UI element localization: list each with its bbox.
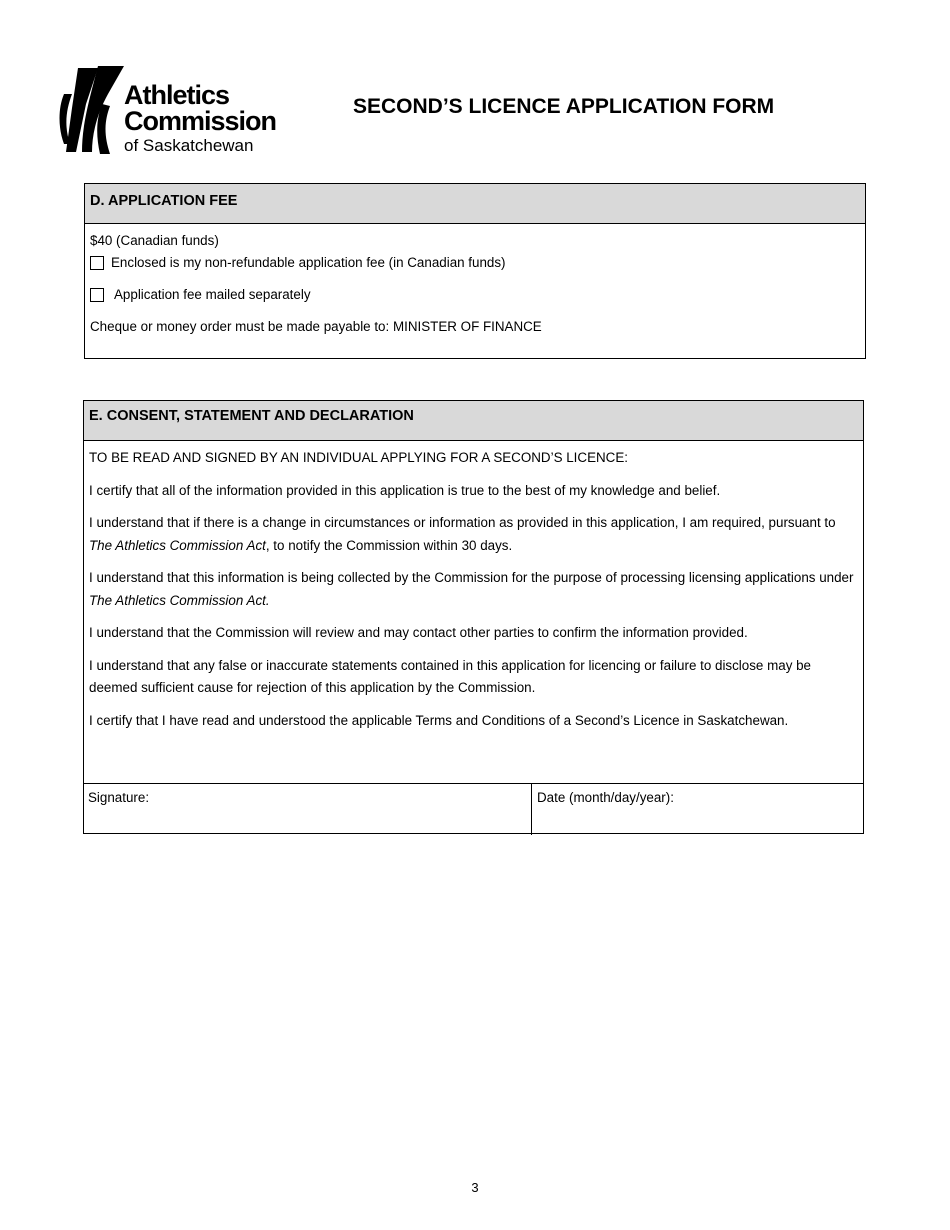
- declaration-statement-2: I understand that if there is a change in circumstances or information as provided in this application, I am required, pursuant to The Athletics Commission Act, to notify the Commission within 30 days.: [89, 515, 836, 553]
- logo-line-saskatchewan: of Saskatchewan: [124, 136, 254, 155]
- logo-line-commission: Commission: [124, 106, 277, 136]
- signature-row: [83, 783, 864, 835]
- declaration-statement-1: I certify that all of the information provided in this application is true to the best of my knowledge and belief.: [89, 482, 721, 498]
- consent-declaration-heading: E. CONSENT, STATEMENT AND DECLARATION: [84, 401, 863, 441]
- application-fee-heading: D. APPLICATION FEE: [85, 184, 865, 224]
- signature-field[interactable]: [83, 784, 532, 835]
- fee-mailed-option[interactable]: [90, 284, 860, 306]
- fee-mailed-label: Application fee mailed separately: [114, 287, 311, 302]
- signature-label: Signature:: [88, 790, 150, 805]
- fee-mailed-checkbox[interactable]: [90, 288, 104, 302]
- fee-enclosed-label: Enclosed is my non-refundable application fee (in Canadian funds): [111, 255, 506, 270]
- page-number: 3: [471, 1180, 479, 1195]
- logo-line-athletics: Athletics: [124, 80, 230, 110]
- payable-note: Cheque or money order must be made payable to: MINISTER OF FINANCE: [90, 319, 542, 334]
- declaration-intro: TO BE READ AND SIGNED BY AN INDIVIDUAL APPLYING FOR A SECOND’S LICENCE:: [89, 450, 628, 465]
- declaration-statement-4: I understand that the Commission will review and may contact other parties to confirm the information provided.: [89, 625, 748, 640]
- declaration-statement-3: I understand that this information is being collected by the Commission for the purpose of processing licensing applications under The Athletics Commission Act.: [89, 570, 854, 608]
- date-field[interactable]: [532, 784, 864, 835]
- organization-logo: [58, 62, 277, 157]
- declaration-statement-5: I understand that any false or inaccurate statements contained in this application for licencing or failure to disclose may be deemed sufficient cause for rejection of this application by the Commission.: [89, 657, 812, 695]
- fee-enclosed-checkbox[interactable]: [90, 256, 104, 270]
- fee-enclosed-option[interactable]: [90, 252, 860, 274]
- consent-declaration-section: [83, 400, 864, 834]
- form-title: SECOND’S LICENCE APPLICATION FORM: [353, 95, 775, 118]
- application-fee-section: [84, 183, 866, 359]
- declaration-statement-6: I certify that I have read and understood the applicable Terms and Conditions of a Second’s Licence in Saskatchewan.: [89, 712, 789, 728]
- fee-amount: $40 (Canadian funds): [90, 233, 219, 248]
- athletics-swoosh-icon: [58, 64, 128, 156]
- date-label: Date (month/day/year):: [537, 790, 674, 805]
